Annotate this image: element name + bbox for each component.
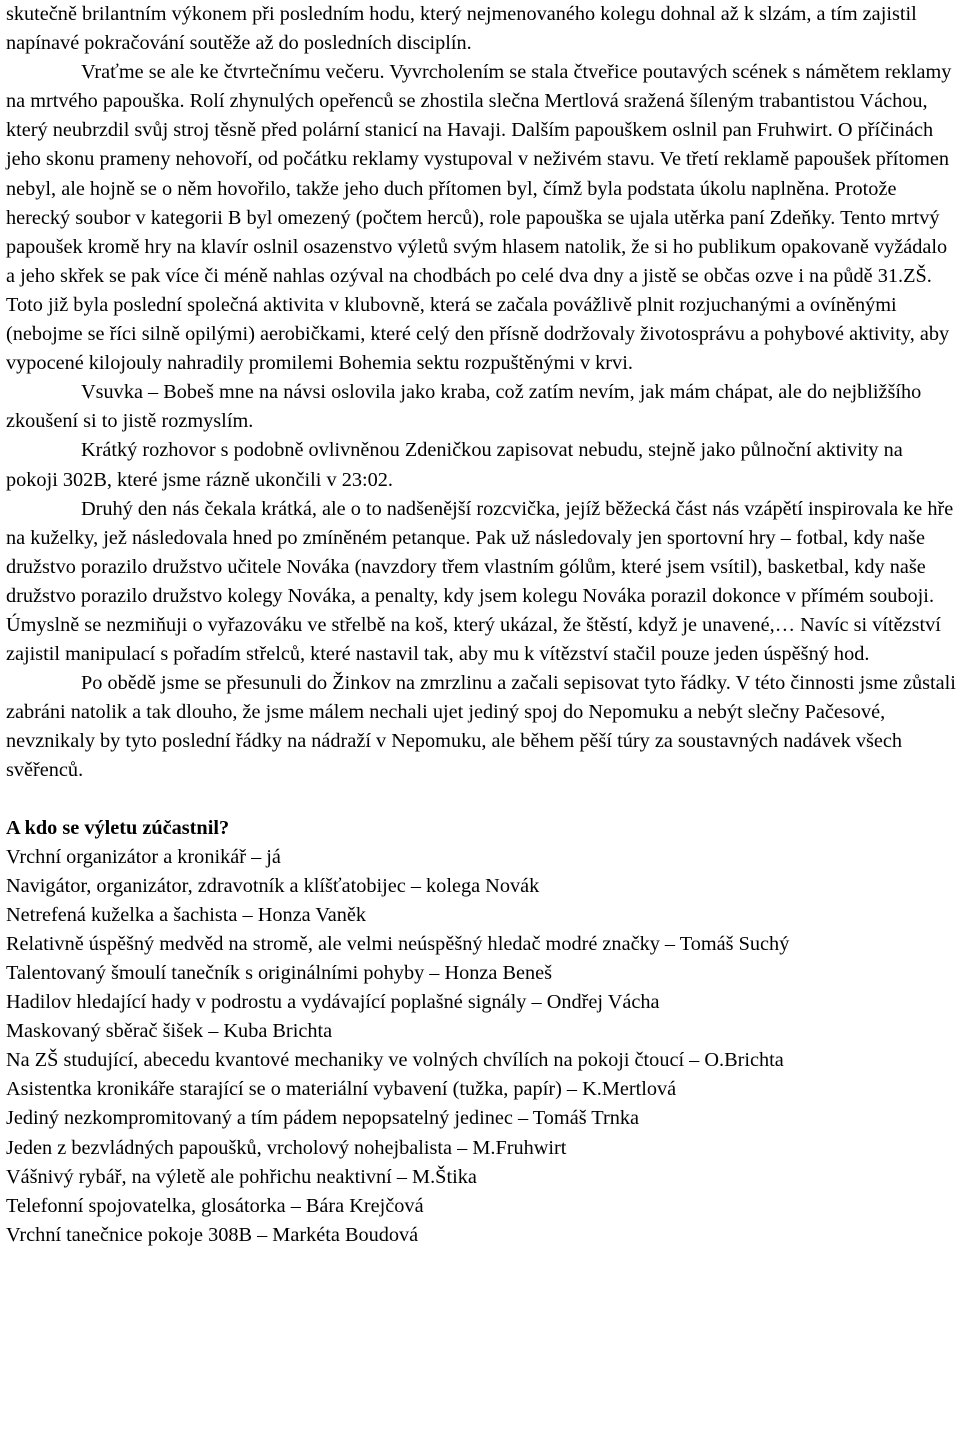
participant-item: Vrchní tanečnice pokoje 308B – Markéta Boudová (6, 1223, 419, 1246)
participant-item: Asistentka kronikáře starající se o materiální vybavení (tužka, papír) – K.Mertlová (6, 1078, 677, 1101)
participant-item: Relativně úspěšný medvěd na stromě, ale velmi neúspěšný hledač modré značky – Tomáš Suchý (6, 932, 790, 955)
paragraph: Vsuvka – Bobeš mne na návsi oslovila jako kraba, což zatím nevím, jak mám chápat, ale do nejbližšího zkoušení si to jistě rozmyslím. (6, 381, 922, 433)
paragraph: Krátký rozhovor s podobně ovlivněnou Zdeničkou zapisovat nebudu, stejně jako půlnoční aktivity na pokoji 302B, které jsme rázně ukončili v 23:02. (6, 439, 903, 491)
participant-item: Netrefená kuželka a šachista – Honza Vaněk (6, 903, 367, 926)
participant-item: Vášnivý rybář, na výletě ale pohřichu neaktivní – M.Štika (6, 1165, 477, 1188)
participant-item: Jeden z bezvládných papoušků, vrcholový nohejbalista – M.Fruhwirt (6, 1136, 567, 1159)
paragraph: Po obědě jsme se přesunuli do Žinkov na zmrzlinu a začali sepisovat tyto řádky. V této činnosti jsme zůstali zabráni natolik a tak dlouho, že jsme málem nechali ujet jediný spoj do Nepomuku a nebýt slečny Pačesové, nevznikaly by tyto poslední řádky na nádraží v Nepomuku, ale během pěší túry za soustavných nadávek všech svěřenců. (6, 672, 956, 782)
participant-item: Maskovaný sběrač šišek – Kuba Brichta (6, 1020, 333, 1043)
participant-item: Na ZŠ studující, abecedu kvantové mechaniky ve volných chvílích na pokoji čtoucí – O.Brichta (6, 1049, 784, 1072)
participant-item: Hadilov hledající hady v podrostu a vydávající poplašné signály – Ondřej Vácha (6, 991, 660, 1014)
participant-item: Talentovaný šmoulí tanečník s originálními pohyby – Honza Beneš (6, 962, 553, 984)
participants-heading: A kdo se výletu zúčastnil? (6, 816, 230, 839)
paragraph: Druhý den nás čekala krátká, ale o to nadšenější rozcvička, jejíž běžecká část nás vzápětí inspirovala ke hře na kuželky, jež následovala hned po zmíněném petanque. Pak už následovaly jen sportovní hry – fotbal, kdy naše družstvo porazilo družstvo učitele Nováka (navzdory třem vlastním gólům, které jsem vsítil), basketbal, kdy naše družstvo porazilo družstvo kolegy Nováka, a penalty, kdy jsem kolegu Nováka porazil dokonce v přímém souboji. Úmyslně se nezmiňuji o vyřazováku ve střelbě na koš, který ukázal, že štěstí, když je unavené,… Navíc si vítězství zajistil manipulací s pořadím střelců, které nastavil tak, aby mu k vítězství stačil pouze jeden úspěšný hod. (6, 497, 954, 666)
paragraph: Vraťme se ale ke čtvrtečnímu večeru. Vyvrcholením se stala čtveřice poutavých scének s námětem reklamy na mrtvého papouška. Rolí zhynulých opeřenců se zhostila slečna Mertlová sražená šíleným trabantistou Váchou, který neubrzdil svůj stroj těsně před polární stanicí na Havaji. Dalším papouškem oslnil pan Fruhwirt. O příčinách jeho skonu prameny nehovoří, od počátku reklamy vystupoval v neživém stavu. Ve třetí reklamě papoušek přítomen nebyl, ale hojně se o něm hovořilo, takže jeho duch přítomen byl, čímž byla podstata úkolu naplněna. Protože herecký soubor v kategorii B byl omezený (počtem herců), role papouška se ujala utěrka paní Zdeňky. Tento mrtvý papoušek kromě hry na klavír oslnil osazenstvo výletů svým hlasem natolik, že si ho publikum opakovaně vyžádalo a jeho skřek se pak více či méně nahlas ozýval na chodbách po celé dva dny a jistě se občas ozve i na půdě 31.ZŠ. Toto již byla poslední společná aktivita v klubovně, která se začala povážlivě plnit rozjuchanými a ovíněnými (nebojme se říci silně opilými) aerobičkami, které celý den přísně dodržovaly životosprávu a pohybové aktivity, aby vypocené kilojouly nahradily promilemi Bohemia sektu rozpuštěnými v krvi. (6, 61, 952, 375)
participant-item: Vrchní organizátor a kronikář – já (6, 845, 281, 868)
section-spacer (6, 786, 956, 814)
paragraph: skutečně brilantním výkonem při posledním hodu, který nejmenovaného kolegu dohnal až k slzám, a tím zajistil napínavé pokračování soutěže až do posledních disciplín. (6, 3, 917, 55)
participant-item: Navigátor, organizátor, zdravotník a klíšťatobijec – kolega Novák (6, 874, 540, 897)
participant-item: Telefonní spojovatelka, glosátorka – Bára Krejčová (6, 1194, 424, 1217)
participants-list (6, 843, 956, 1250)
document-page (6, 0, 956, 1250)
participant-item: Jediný nezkompromitovaný a tím pádem nepopsatelný jedinec – Tomáš Trnka (6, 1107, 640, 1130)
